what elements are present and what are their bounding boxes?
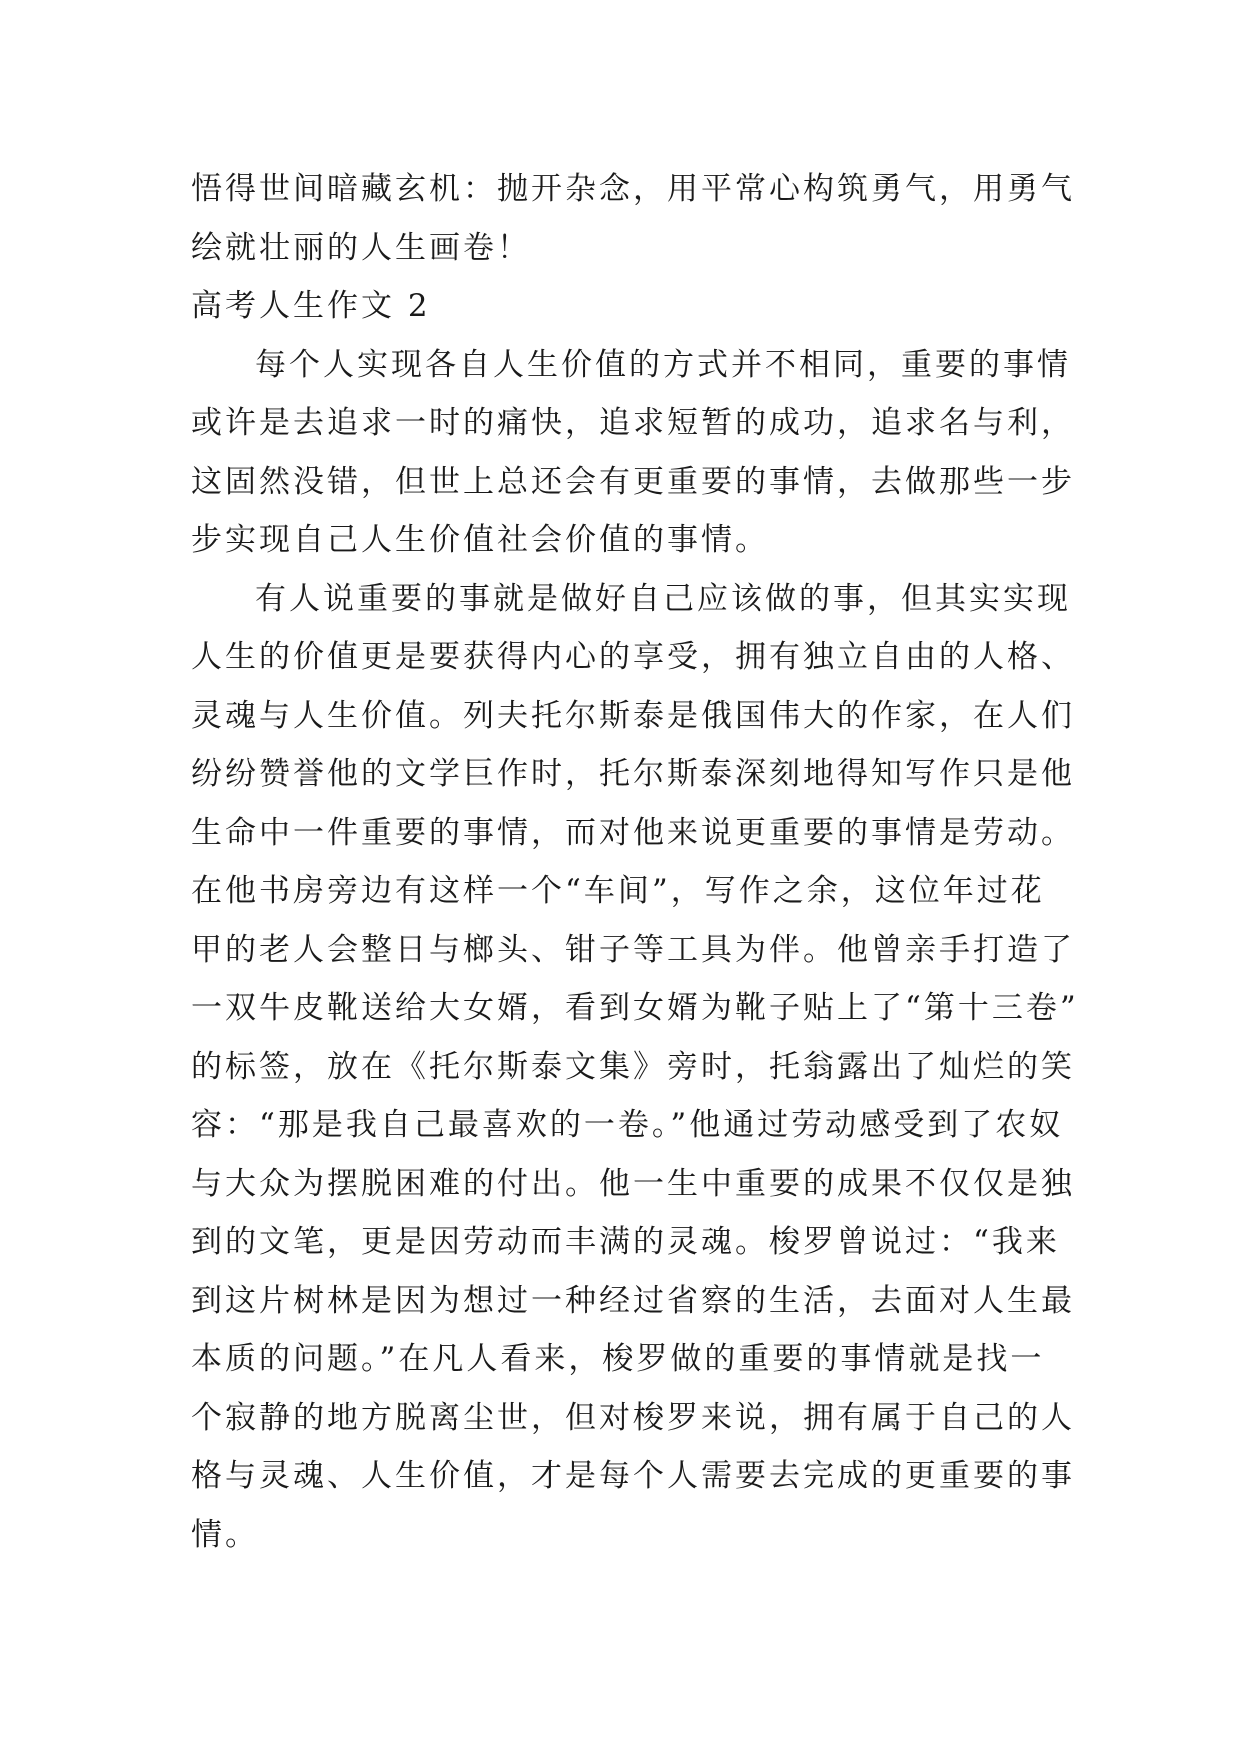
paragraph-2-line: 个寂静的地方脱离尘世，但对梭罗来说，拥有属于自己的人 xyxy=(191,1399,1075,1436)
paragraph-2-line: 的标签，放在《托尔斯泰文集》旁时，托翁露出了灿烂的笑 xyxy=(191,1048,1075,1085)
section-title: 高考人生作文 2 xyxy=(191,288,431,324)
paragraph-1-line: 或许是去追求一时的痛快，追求短暂的成功，追求名与利， xyxy=(191,405,1075,441)
paragraph-2-line: 本质的问题。”在凡人看来，梭罗做的重要的事情就是找一 xyxy=(191,1341,1045,1377)
paragraph-1-line: 这固然没错，但世上总还会有更重要的事情，去做那些一步 xyxy=(191,463,1075,500)
document-body xyxy=(191,160,1079,1564)
paragraph-2-line: 灵魂与人生价值。列夫托尔斯泰是俄国伟大的作家，在人们 xyxy=(191,697,1075,734)
paragraph-2-line: 格与灵魂、人生价值，才是每个人需要去完成的更重要的事 xyxy=(191,1458,1075,1494)
paragraph-2-line: 一双牛皮靴送给大女婿，看到女婿为靴子贴上了“第十三卷” xyxy=(191,990,1079,1026)
paragraph-2-line: 与大众为摆脱困难的付出。他一生中重要的成果不仅仅是独 xyxy=(191,1165,1075,1202)
paragraph-1-line: 每个人实现各自人生价值的方式并不相同，重要的事情 xyxy=(255,346,1071,383)
paragraph-2-line: 情。 xyxy=(191,1516,259,1553)
continuation-line: 悟得世间暗藏玄机：抛开杂念，用平常心构筑勇气，用勇气 xyxy=(191,171,1075,207)
paragraph-2-line: 到的文笔，更是因劳动而丰满的灵魂。梭罗曾说过：“我来 xyxy=(191,1224,1060,1260)
paragraph-2-line: 有人说重要的事就是做好自己应该做的事，但其实实现 xyxy=(255,580,1071,617)
paragraph-1-line: 步实现自己人生价值社会价值的事情。 xyxy=(191,522,769,558)
paragraph-2-line: 在他书房旁边有这样一个“车间”，写作之余，这位年过花 xyxy=(191,873,1045,909)
paragraph-2-line: 生命中一件重要的事情，而对他来说更重要的事情是劳动。 xyxy=(191,814,1075,851)
paragraph-2-line: 甲的老人会整日与榔头、钳子等工具为伴。他曾亲手打造了 xyxy=(191,931,1075,968)
paragraph-2-line: 纷纷赞誉他的文学巨作时，托尔斯泰深刻地得知写作只是他 xyxy=(191,756,1075,792)
paragraph-2-line: 容：“那是我自己最喜欢的一卷。”他通过劳动感受到了农奴 xyxy=(191,1107,1064,1143)
paragraph-2-line: 人生的价值更是要获得内心的享受，拥有独立自由的人格、 xyxy=(191,639,1075,675)
paragraph-2-line: 到这片树林是因为想过一种经过省察的生活，去面对人生最 xyxy=(191,1282,1075,1319)
continuation-line: 绘就壮丽的人生画卷！ xyxy=(191,229,531,266)
